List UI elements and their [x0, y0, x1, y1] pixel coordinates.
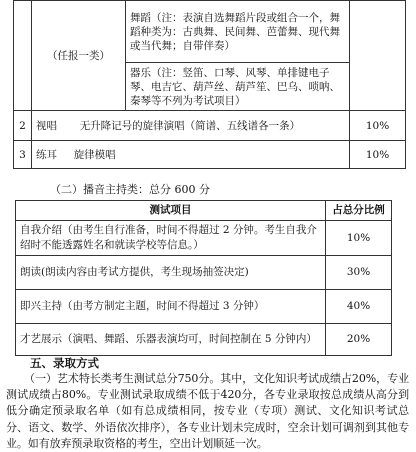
percent-cell: [350, 1, 406, 111]
table-row: [16, 221, 392, 256]
category-choice-label: （任报一类）: [47, 49, 110, 62]
percent-value: 10%: [326, 221, 392, 256]
broadcasting-table: [15, 200, 392, 356]
table-row: [16, 256, 392, 290]
header-percent: 占总分比例: [326, 201, 392, 221]
item-name: 练耳: [36, 148, 57, 161]
test-item: 自我介绍（由考生自行准备，时间不得超过 2 分钟。考生自我介绍时不能透露姓名和就读学校等信息。）: [16, 221, 326, 256]
dance-instrument-category-cell: [32, 1, 126, 111]
ear-training-cell: [32, 141, 350, 169]
test-item: 才艺展示（演唱、舞蹈、乐器表演均可，时间控制在 5 分钟内）: [16, 324, 326, 356]
admission-section-title: 五、录取方式: [30, 356, 99, 370]
dance-requirement-cell: [126, 1, 350, 63]
item-requirement: 无升降记号的旋律演唱（简谱、五线谱各一条）: [79, 119, 301, 132]
test-item: 朗读(朗读内容由考试方提供，考生现场抽签决定): [16, 256, 326, 290]
table-row: [14, 1, 406, 63]
broadcasting-heading: （二）播音主持类：总分 600 分: [50, 183, 210, 196]
table-header-row: [16, 201, 392, 221]
admission-paragraph: （一）艺术特长类考生测试总分750分。其中，文化知识考试成绩占20%，专业测试成绩占80%。专业测试录取成绩不低于420分，各专业录取按总成绩从高分到低分确定预录取名单（如有总成绩相同，按专业（专项）测试、文化知识考试总分、语文、数学、外语依次排序），各专业计划未完成时，空余计划可调剂到其他专业。如有放弃预录取资格的考生，空出计划顺延一次。: [6, 372, 409, 450]
percent-value: 10%: [350, 111, 406, 141]
row-number-cell: [14, 1, 32, 111]
sight-singing-cell: [32, 111, 350, 141]
item-name: 视唱: [36, 119, 57, 132]
percent-value: 30%: [326, 256, 392, 290]
table-row: [14, 111, 406, 141]
instrument-requirement-text: 器乐（注：竖笛、口琴、风琴、单排键电子琴、电吉它、葫芦丝、葫芦笙、巴乌、唢呐、秦琴等不列为考试项目）: [130, 66, 340, 107]
percent-value: 20%: [326, 324, 392, 356]
table-row: [14, 141, 406, 169]
test-item: 即兴主持（由考方制定主题，时间不得超过 3 分钟）: [16, 290, 326, 324]
percent-value: 10%: [350, 141, 406, 169]
dance-requirement-text: 舞蹈（注：表演自选舞蹈片段或组合一个，舞蹈种类为：古典舞、民间舞、芭蕾舞、现代舞或当代舞；自带伴奏）: [130, 11, 340, 52]
table-row: [16, 290, 392, 324]
row-number: 2: [14, 111, 32, 141]
row-number: 3: [14, 141, 32, 169]
art-specialty-table: [13, 0, 406, 169]
percent-value: 40%: [326, 290, 392, 324]
header-item: 测试项目: [16, 201, 326, 221]
table-row: [16, 324, 392, 356]
item-requirement: 旋律模唱: [73, 148, 116, 161]
instrument-requirement-cell: [126, 63, 350, 111]
